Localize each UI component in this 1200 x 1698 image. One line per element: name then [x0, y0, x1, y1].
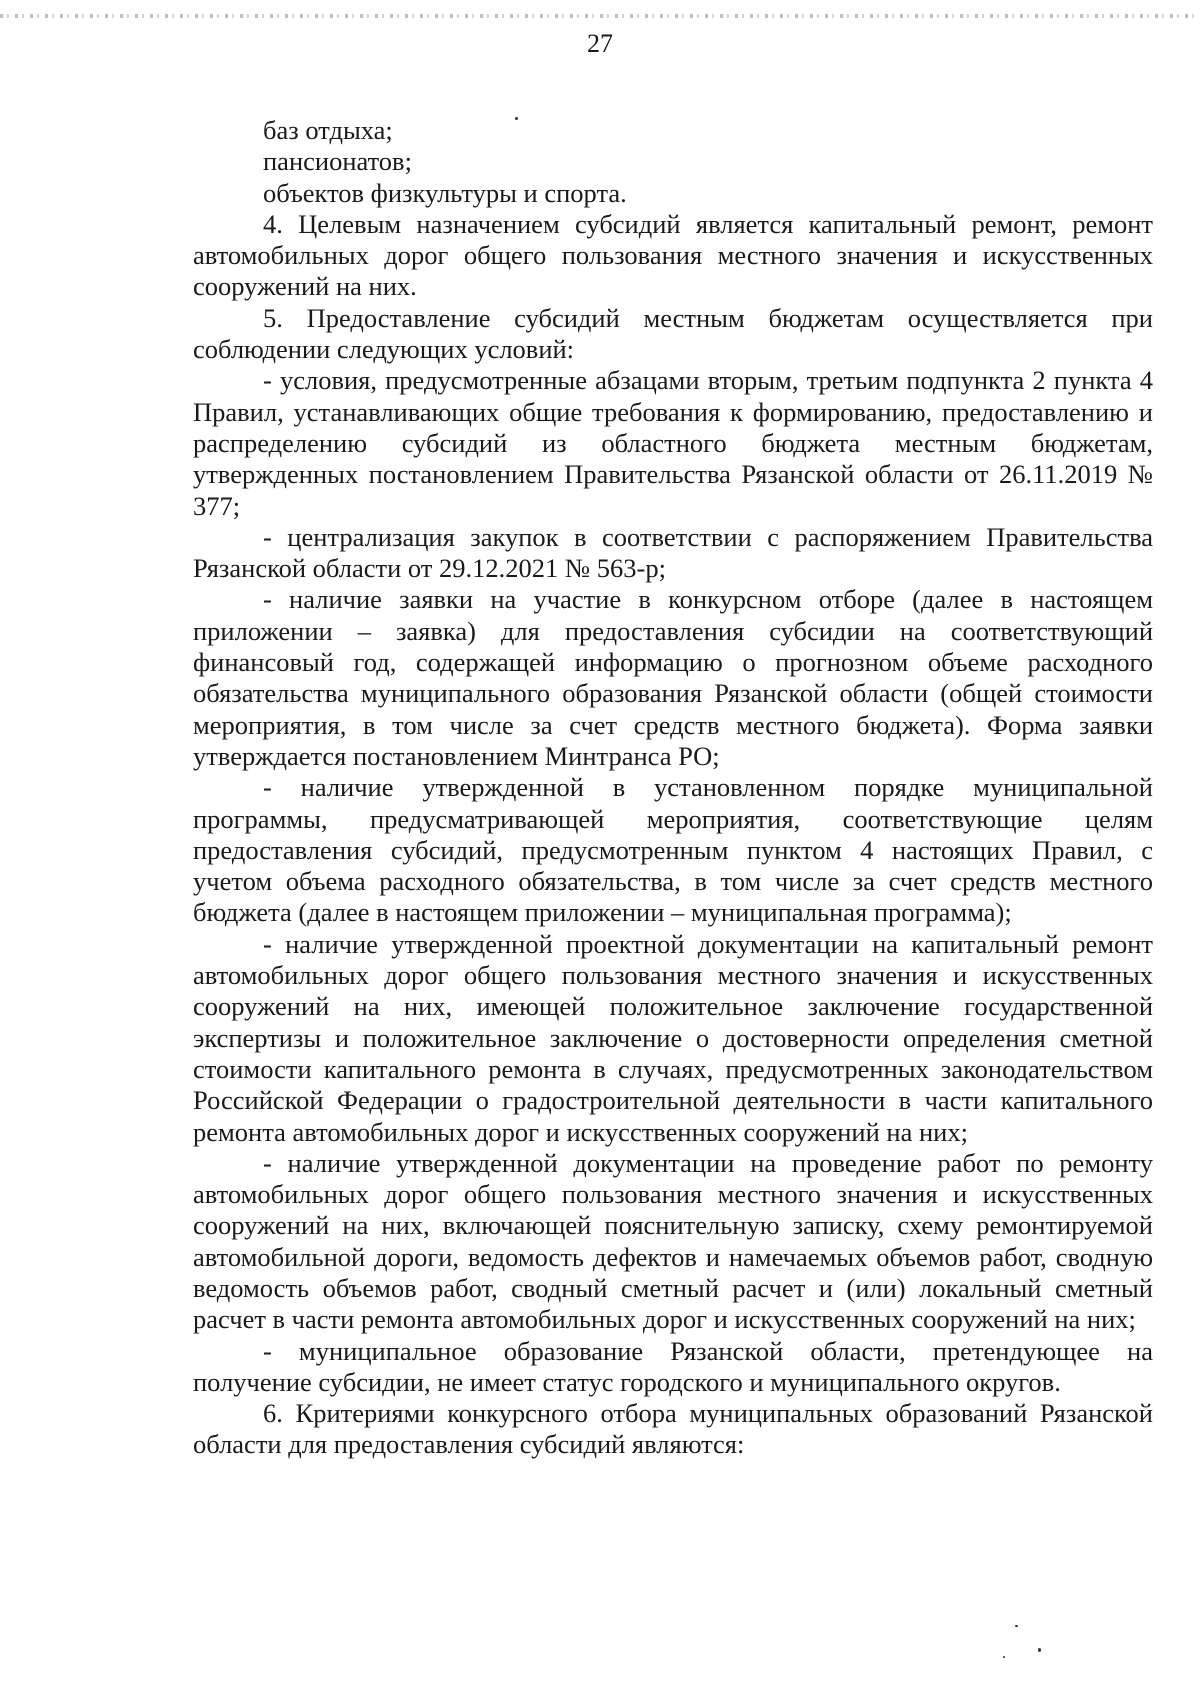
- paragraph-6: 6. Критериями конкурсного отбора муниципальных образований Рязанской области для предоставления субсидий являются:: [193, 1398, 1153, 1460]
- condition-item: - муниципальное образование Рязанской области, претендующее на получение субсидии, не имеет статус городского и муниципального округов.: [193, 1335, 1153, 1397]
- list-item: объектов физкультуры и спорта.: [263, 177, 627, 208]
- list-item: баз отдыха;: [263, 115, 393, 145]
- condition-item: - наличие заявки на участие в конкурсном отборе (далее в настоящем приложении – заявка) для предоставления субсидии на соответствующий финансовый год, содержащей информацию о прогнозном объеме расходного обязательства муниципального образования Рязанской области (общей стоимости мероприятия, в том числе за счет средств местного бюджета). Форма заявки утверждается постановлением Минтранса РО;: [193, 584, 1153, 771]
- paragraph-4: 4. Целевым назначением субсидий является капитальный ремонт, ремонт автомобильных дорог общего пользования местного значения и искусственных сооружений на них.: [193, 208, 1153, 302]
- scan-speck: [1003, 1656, 1005, 1658]
- paragraph-5: 5. Предоставление субсидий местным бюджетам осуществляется при соблюдении следующих условий:: [193, 302, 1153, 365]
- condition-item: - наличие утвержденной в установленном порядке муниципальной программы, предусматривающей мероприятия, соответствующие целям предоставления субсидий, предусмотренным пунктом 4 настоящих Правил, с учетом объема расходного обязательства, в том числе за счет средств местного бюджета (далее в настоящем приложении – муниципальная программа);: [193, 772, 1153, 928]
- page-number: 27: [587, 29, 613, 58]
- condition-item: - централизация закупок в соответствии с распоряжением Правительства Рязанской области от 29.12.2021 № 563-р;: [193, 521, 1153, 584]
- condition-item: - наличие утвержденной документации на проведение работ по ремонту автомобильных дорог общего пользования местного значения и искусственных сооружений на них, включающей пояснительную записку, схему ремонтируемой автомобильной дороги, ведомость дефектов и намечаемых объемов работ, сводную ведомость объемов работ, сводный сметный расчет и (или) локальный сметный расчет в части ремонта автомобильных дорог и искусственных сооружений на них;: [193, 1147, 1153, 1335]
- condition-item: - условия, предусмотренные абзацами вторым, третьим подпункта 2 пункта 4 Правил, устанавливающих общие требования к формированию, предоставлению и распределению субсидий из областного бюджета местным бюджетам, утвержденных постановлением Правительства Рязанской области от 26.11.2019 № 377;: [193, 365, 1153, 521]
- scan-edge-artifact: [0, 14, 1200, 18]
- document-body: [193, 115, 1153, 1461]
- scan-speck: [1038, 1648, 1041, 1652]
- scan-speck: [1015, 1625, 1018, 1627]
- list-item: пансионатов;: [263, 146, 412, 177]
- condition-item: - наличие утвержденной проектной документации на капитальный ремонт автомобильных дорог общего пользования местного значения и искусственных сооружений на них, имеющей положительное заключение государственной экспертизы и положительное заключение о достоверности определения сметной стоимости капитального ремонта в случаях, предусмотренных законодательством Российской Федерации о градостроительной деятельности в части капитального ремонта автомобильных дорог и искусственных сооружений на них;: [193, 928, 1153, 1147]
